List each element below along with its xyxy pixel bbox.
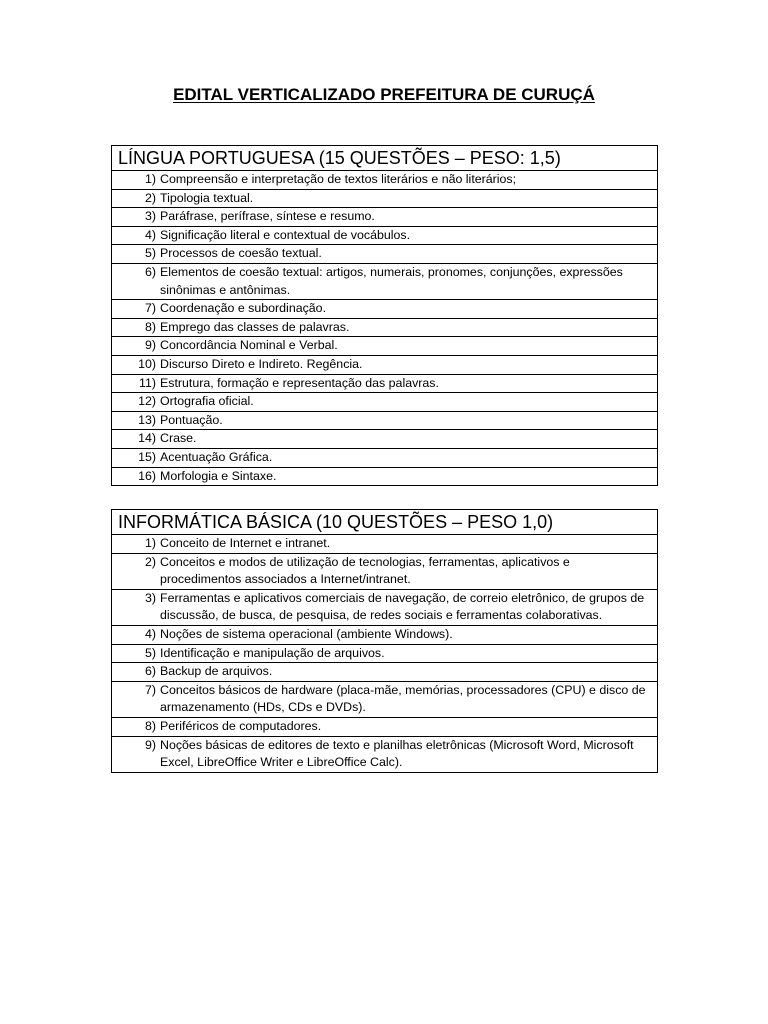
list-item <box>112 208 657 227</box>
item-number: 12) <box>138 394 156 409</box>
item-number: 10) <box>138 356 156 371</box>
list-item <box>112 535 657 554</box>
item-text: Noções básicas de editores de texto e planilhas eletrônicas (Microsoft Word, Microsoft Excel, LibreOffice Writer e LibreOffice Calc). <box>160 737 634 770</box>
item-number: 2) <box>144 190 156 205</box>
item-number: 13) <box>138 412 156 427</box>
list-item <box>112 626 657 645</box>
item-number: 8) <box>144 319 156 334</box>
item-number: 3) <box>144 590 156 605</box>
item-text: Paráfrase, perífrase, síntese e resumo. <box>160 209 375 224</box>
list-item <box>112 718 657 737</box>
list-item <box>112 356 657 375</box>
section-informatica-basica <box>111 509 658 773</box>
item-number: 4) <box>144 227 156 242</box>
item-number: 8) <box>144 718 156 733</box>
page-title: EDITAL VERTICALIZADO PREFEITURA DE CURUÇÁ <box>173 85 595 104</box>
item-text: Estrutura, formação e representação das palavras. <box>160 375 439 390</box>
list-item <box>112 682 657 718</box>
item-number: 5) <box>144 645 156 660</box>
item-number: 4) <box>144 626 156 641</box>
section-heading: LÍNGUA PORTUGUESA (15 QUESTÕES – PESO: 1,5) <box>112 146 657 171</box>
item-text: Crase. <box>160 431 197 446</box>
item-text: Significação literal e contextual de vocábulos. <box>160 227 411 242</box>
item-text: Pontuação. <box>160 412 223 427</box>
item-number: 1) <box>144 536 156 550</box>
item-text: Identificação e manipulação de arquivos. <box>160 645 385 660</box>
item-number: 15) <box>138 449 156 464</box>
list-item <box>112 590 657 626</box>
item-text: Conceitos e modos de utilização de tecnologias, ferramentas, aplicativos e procedimentos associados a Internet/intranet. <box>160 554 570 587</box>
item-number: 6) <box>144 664 156 679</box>
item-number: 2) <box>144 554 156 569</box>
item-number: 1) <box>144 172 156 186</box>
list-item <box>112 300 657 319</box>
item-text: Discurso Direto e Indireto. Regência. <box>160 356 363 371</box>
list-item <box>112 449 657 468</box>
item-text: Emprego das classes de palavras. <box>160 319 350 334</box>
list-item <box>112 264 657 300</box>
list-item <box>112 227 657 246</box>
item-number: 5) <box>144 246 156 261</box>
item-number: 9) <box>144 737 156 752</box>
list-item <box>112 737 657 772</box>
list-item <box>112 337 657 356</box>
list-item <box>112 171 657 190</box>
item-text: Noções de sistema operacional (ambiente Windows). <box>160 626 453 641</box>
list-item <box>112 430 657 449</box>
item-number: 16) <box>138 468 156 483</box>
item-text: Concordância Nominal e Verbal. <box>160 338 338 353</box>
list-item <box>112 393 657 412</box>
list-item <box>112 554 657 590</box>
item-text: Backup de arquivos. <box>160 664 273 679</box>
item-text: Conceitos básicos de hardware (placa-mãe, memórias, processadores (CPU) e disco de armazenamento (HDs, CDs e DVDs). <box>160 682 646 715</box>
list-item <box>112 412 657 431</box>
section-heading: INFORMÁTICA BÁSICA (10 QUESTÕES – PESO 1,0) <box>112 510 657 535</box>
item-text: Compreensão e interpretação de textos literários e não literários; <box>160 172 517 186</box>
list-item <box>112 190 657 209</box>
item-text: Tipologia textual. <box>160 190 254 205</box>
item-text: Ortografia oficial. <box>160 394 254 409</box>
item-text: Ferramentas e aplicativos comerciais de navegação, de correio eletrônico, de grupos de discussão, de busca, de pesquisa, de redes sociais e ferramentas colaborativas. <box>160 590 645 623</box>
item-text: Morfologia e Sintaxe. <box>160 468 277 483</box>
item-text: Conceito de Internet e intranet. <box>160 536 331 550</box>
item-number: 3) <box>144 209 156 224</box>
item-text: Coordenação e subordinação. <box>160 301 327 316</box>
item-text: Acentuação Gráfica. <box>160 449 273 464</box>
list-item <box>112 319 657 338</box>
item-number: 7) <box>144 682 156 697</box>
list-item <box>112 663 657 682</box>
item-text: Elementos de coesão textual: artigos, numerais, pronomes, conjunções, expressões sinônimas e antônimas. <box>160 264 623 297</box>
list-item <box>112 375 657 394</box>
item-number: 7) <box>144 301 156 316</box>
list-item <box>112 468 657 486</box>
list-item <box>112 245 657 264</box>
item-number: 9) <box>144 338 156 353</box>
list-item <box>112 645 657 664</box>
item-text: Processos de coesão textual. <box>160 246 322 261</box>
item-number: 11) <box>139 375 156 390</box>
item-number: 14) <box>138 431 156 446</box>
item-text: Periféricos de computadores. <box>160 718 322 733</box>
item-number: 6) <box>144 264 156 279</box>
section-lingua-portuguesa <box>111 145 658 486</box>
